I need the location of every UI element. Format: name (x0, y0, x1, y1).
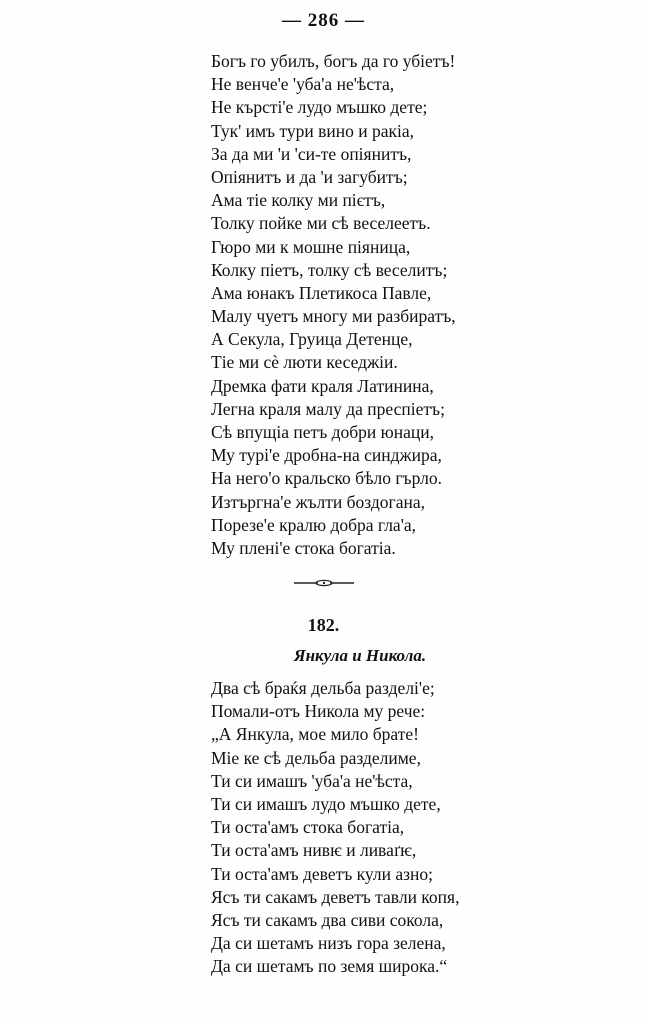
poem-line: Легна краля малу да преспіетъ; (211, 398, 445, 419)
poem-line: Порезе'е кралю добра гла'а, (211, 514, 416, 535)
poem-body (211, 677, 459, 978)
poem-line: Не венче'е 'уба'а не'ѣста, (211, 74, 395, 95)
poem-line: Изтъргна'е жълти боздогана, (211, 491, 425, 512)
poem-line: Му турі'е дробна-на синджира, (211, 445, 442, 466)
poem-line: Ти си имашъ 'уба'а не'ѣста, (211, 770, 413, 791)
poem-line: Ти си имашъ лудо мъшко дете, (211, 793, 441, 814)
page-number: — 286 — (282, 10, 365, 31)
poem-line: Ясъ ти сакамъ деветъ тавли копя, (211, 886, 460, 907)
poem-line: Тіе ми сѐ люти кеседжіи. (211, 352, 398, 373)
poem-line: Ама тіе колку ми пієтъ, (211, 190, 386, 211)
poem-line: Богъ го убилъ, богъ да го убіетъ! (211, 51, 456, 71)
poem-line: Опіянитъ и да 'и загубитъ; (211, 166, 408, 187)
poem-continuation (211, 50, 456, 560)
poem-line: А Секула, Груица Детенце, (211, 329, 413, 350)
section-divider-ornament (0, 578, 647, 588)
song-number: 182. (307, 615, 340, 635)
poem-line: Колку піетъ, толку сѣ веселитъ; (211, 259, 448, 280)
poem-line: Толку пойке ми сѣ веселеетъ. (211, 213, 431, 234)
poem-line: За да ми 'и 'си-те опіянитъ, (211, 143, 412, 164)
poem-line: Гюро ми к мошне піяница, (211, 236, 411, 257)
poem-line: „А Янкула, мое мило брате! (211, 724, 419, 745)
poem-line: Ти оста'амъ стока богатіа, (211, 817, 405, 838)
poem-line: Не кърсті'е лудо мъшко дете; (211, 97, 428, 118)
poem-line: Да си шетамъ по земя широка.“ (211, 956, 448, 977)
song-title: Янкула и Никола. (293, 646, 427, 665)
poem-line: Міе ке сѣ дельба разделиме, (211, 747, 421, 768)
poem-line: Ти оста'амъ деветъ кули азно; (211, 863, 434, 884)
poem-line: Помали-отъ Никола му рече: (211, 701, 426, 722)
poem-line: Да си шетамъ низъ гора зелена, (211, 933, 446, 954)
poem-line: Малу чуетъ многу ми разбиратъ, (211, 306, 456, 327)
poem-line: Сѣ впущіа петъ добри юнаци, (211, 422, 434, 442)
poem-line: Ясъ ти сакамъ два сиви сокола, (211, 909, 444, 930)
poem-line: Два сѣ браќя дельба разделі'е; (211, 678, 435, 698)
poem-line: Дремка фати краля Латинина, (211, 375, 434, 396)
poem-line: Ти оста'амъ нивѥ и ливаґѥ, (211, 840, 417, 861)
poem-line: Ама юнакъ Плетикоса Павле, (211, 282, 432, 303)
poem-line: Му плені'е стока богатіа. (211, 537, 396, 558)
poem-line: На него'о кральско бѣло гърло. (211, 468, 442, 489)
divider-ornament-icon (292, 578, 356, 588)
poem-line: Тук' имъ тури вино и ракіа, (211, 120, 415, 141)
